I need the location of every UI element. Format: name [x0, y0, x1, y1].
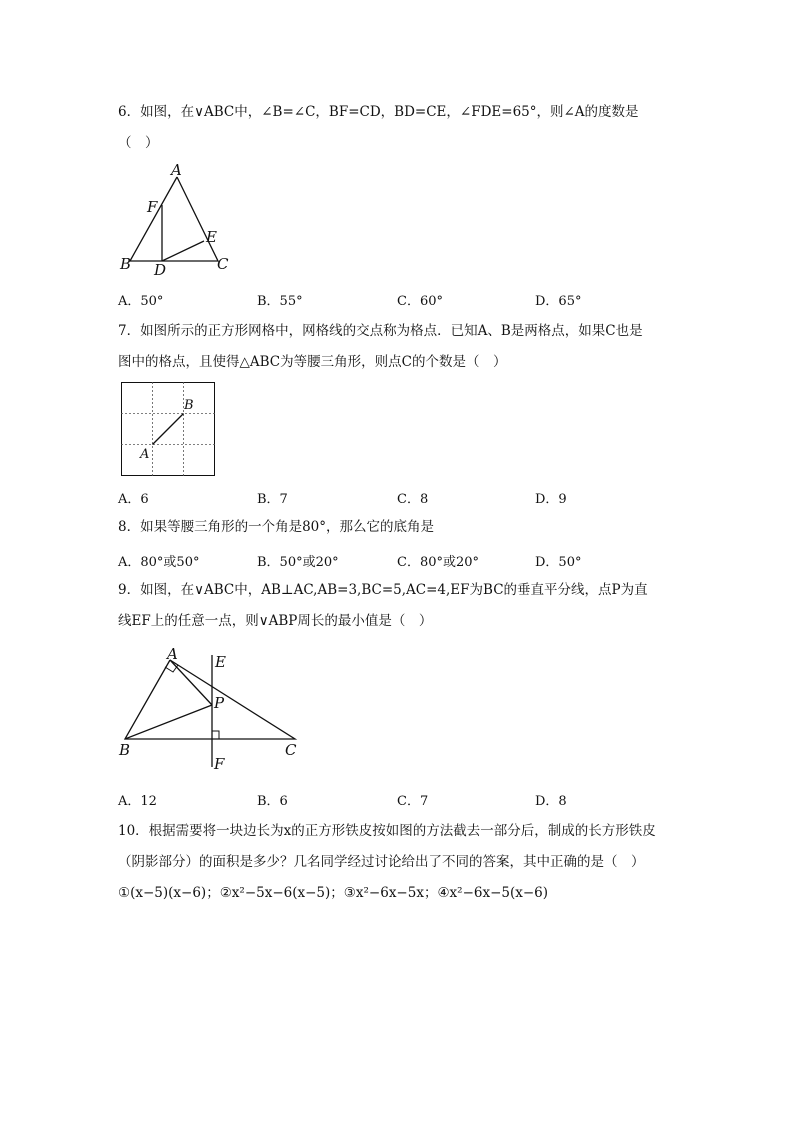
option-b[interactable]: B．7: [257, 492, 288, 507]
label-e: E: [215, 653, 226, 671]
question-6: [118, 97, 678, 159]
option-c[interactable]: C．60°: [397, 294, 443, 309]
segment-bp: [125, 705, 212, 739]
triangle-abc: [130, 177, 218, 261]
option-c[interactable]: C．7: [397, 794, 429, 809]
triangle-abc: [125, 660, 295, 739]
option-a[interactable]: A．6: [118, 492, 149, 507]
question-7-grid-figure: [121, 382, 216, 477]
label-p: P: [214, 694, 225, 712]
label-f: F: [147, 198, 158, 216]
option-d[interactable]: D．9: [535, 492, 567, 507]
option-d[interactable]: D．65°: [535, 294, 582, 309]
question-10: [118, 816, 678, 909]
question-7-stem-cont: 图中的格点，且使得△ABC为等腰三角形，则点C的个数是（ ）: [118, 354, 507, 370]
question-10-answers: ①(x−5)(x−6)；②x²−5x−6(x−5)；③x²−6x−5x；④x²−6x−5(x−6): [118, 885, 549, 901]
option-d[interactable]: D．8: [535, 794, 567, 809]
label-b: B: [119, 741, 131, 759]
question-7-options: [118, 488, 678, 508]
question-10-stem: 10．根据需要将一块边长为x的正方形铁皮按如图的方法截去一部分后，制成的长方形铁皮: [118, 823, 656, 839]
question-7-stem: 7．如图所示的正方形网格中，网格线的交点称为格点．已知A、B是两格点，如果C也是: [118, 323, 643, 339]
label-a: A: [140, 447, 150, 462]
question-9-options: [118, 790, 678, 810]
label-d: D: [154, 261, 167, 279]
option-b[interactable]: B．50°或20°: [257, 555, 339, 570]
question-6-stem-cont: （ ）: [118, 135, 159, 151]
label-b: B: [120, 255, 132, 273]
question-9-figure: [115, 645, 315, 775]
question-7: [118, 316, 678, 378]
question-6-stem: 6．如图，在∨ABC中，∠B=∠C，BF=CD，BD=CE，∠FDE=65°，则∠A的度数是: [118, 104, 639, 120]
label-a: A: [171, 161, 182, 179]
question-10-stem-cont: （阴影部分）的面积是多少？几名同学经过讨论给出了不同的答案，其中正确的是（ ）: [118, 854, 645, 870]
option-d[interactable]: D．50°: [535, 555, 582, 570]
question-8-stem: 8．如果等腰三角形的一个角是80°，那么它的底角是: [118, 519, 435, 535]
question-9-stem: 9．如图，在∨ABC中，AB⊥AC,AB=3,BC=5,AC=4,EF为BC的垂直平分线，点P为直: [118, 582, 648, 598]
question-6-figure: [115, 162, 235, 277]
label-a: A: [167, 645, 178, 663]
segment-ab: [153, 414, 184, 445]
question-8-options: [118, 551, 678, 571]
option-b[interactable]: B．55°: [257, 294, 303, 309]
label-c: C: [285, 741, 297, 759]
label-c: C: [217, 255, 229, 273]
label-f: F: [214, 755, 225, 773]
label-e: E: [206, 228, 217, 246]
question-9-stem-cont: 线EF上的任意一点，则∨ABP周长的最小值是（ ）: [118, 613, 433, 629]
option-a[interactable]: A．50°: [118, 294, 164, 309]
label-b: B: [184, 398, 194, 413]
option-a[interactable]: A．80°或50°: [118, 555, 200, 570]
question-6-options: [118, 290, 678, 310]
question-9: [118, 575, 678, 637]
option-c[interactable]: C．8: [397, 492, 429, 507]
right-angle-mark-bc: [212, 731, 219, 739]
question-8: [118, 512, 678, 543]
option-c[interactable]: C．80°或20°: [397, 555, 480, 570]
option-a[interactable]: A．12: [118, 794, 157, 809]
option-b[interactable]: B．6: [257, 794, 288, 809]
